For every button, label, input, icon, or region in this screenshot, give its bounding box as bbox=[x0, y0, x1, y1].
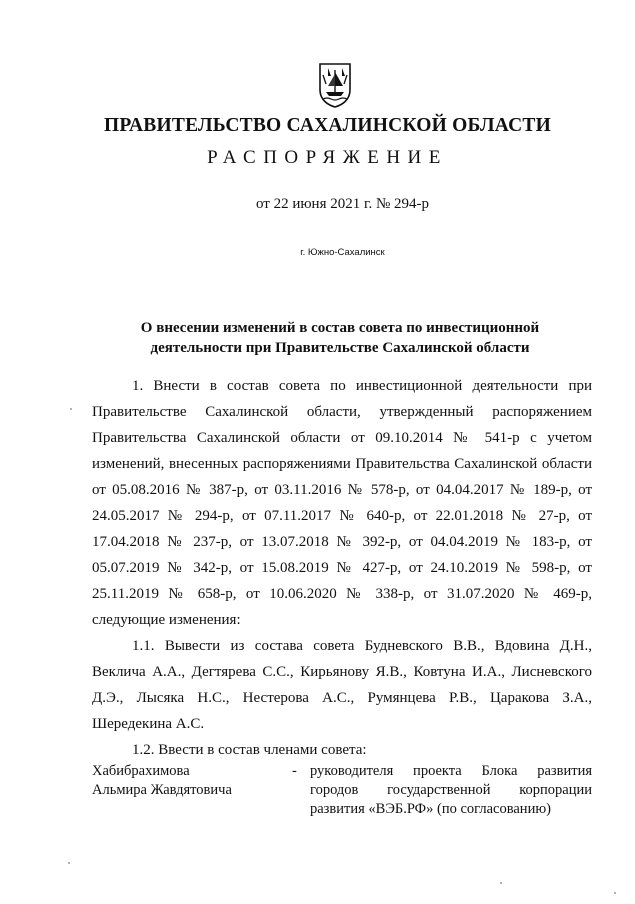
scan-speck bbox=[500, 882, 502, 884]
organization-name: ПРАВИТЕЛЬСТВО САХАЛИНСКОЙ ОБЛАСТИ bbox=[104, 115, 551, 136]
member-surname: Хабибрахимова bbox=[92, 763, 190, 779]
scan-speck bbox=[70, 408, 72, 410]
document-type: РАСПОРЯЖЕНИЕ bbox=[207, 147, 448, 168]
document-date-number: от 22 июня 2021 г. № 294-р bbox=[255, 196, 430, 212]
paragraph-1-1: 1.1. Вывести из состава совета Будневского В.В., Вдовина Д.Н., Веклича А.А., Дегтярева С.С., Кирьянову Я.В., Ковтуна И.А., Лисневского Д.Э., Лысяка Н.С., Нестерова А.С., Румянцева Р.В., Царакова З.А., Шередекина А.С. bbox=[92, 638, 592, 732]
member-position: руководителя проекта Блока развития городов государственной корпорации развития «ВЭБ.РФ» (по согласованию) bbox=[310, 763, 592, 817]
new-members-list bbox=[92, 762, 592, 819]
scan-speck bbox=[614, 892, 616, 894]
paragraph-1-2: 1.2. Ввести в состав членами совета: bbox=[132, 742, 367, 758]
sakhalin-coat-of-arms-icon bbox=[318, 62, 352, 108]
title-line-1: О внесении изменений в состав совета по инвестиционной bbox=[140, 320, 540, 336]
member-given-names: Альмира Жавдятовича bbox=[92, 782, 232, 798]
document-title bbox=[90, 318, 590, 358]
document-city: г. Южно-Сахалинск bbox=[300, 247, 385, 258]
member-dash: - bbox=[292, 763, 297, 779]
member-row bbox=[92, 762, 592, 819]
document-body bbox=[92, 373, 592, 763]
title-line-2: деятельности при Правительстве Сахалинской области bbox=[150, 340, 530, 356]
member-name bbox=[92, 762, 292, 819]
scan-speck bbox=[68, 862, 70, 864]
paragraph-1: 1. Внести в состав совета по инвестиционной деятельности при Правительстве Сахалинской области, утвержденный распоряжением Правительства Сахалинской области от 09.10.2014 № 541-р с учетом изменений, внесенных распоряжениями Правительства Сахалинской области от 05.08.2016 № 387-р, от 03.11.2016 № 578-р, от 04.04.2017 № 189-р, от 24.05.2017 № 294-р, от 07.11.2017 № 640-р, от 22.01.2018 № 27-р, от 17.04.2018 № 237-р, от 13.07.2018 № 392-р, от 04.04.2019 № 183-р, от 05.07.2019 № 342-р, от 15.08.2019 № 427-р, от 24.10.2019 № 598-р, от 25.11.2019 № 658-р, от 10.06.2020 № 338-р, от 31.07.2020 № 469-р, следующие изменения: bbox=[92, 378, 592, 628]
